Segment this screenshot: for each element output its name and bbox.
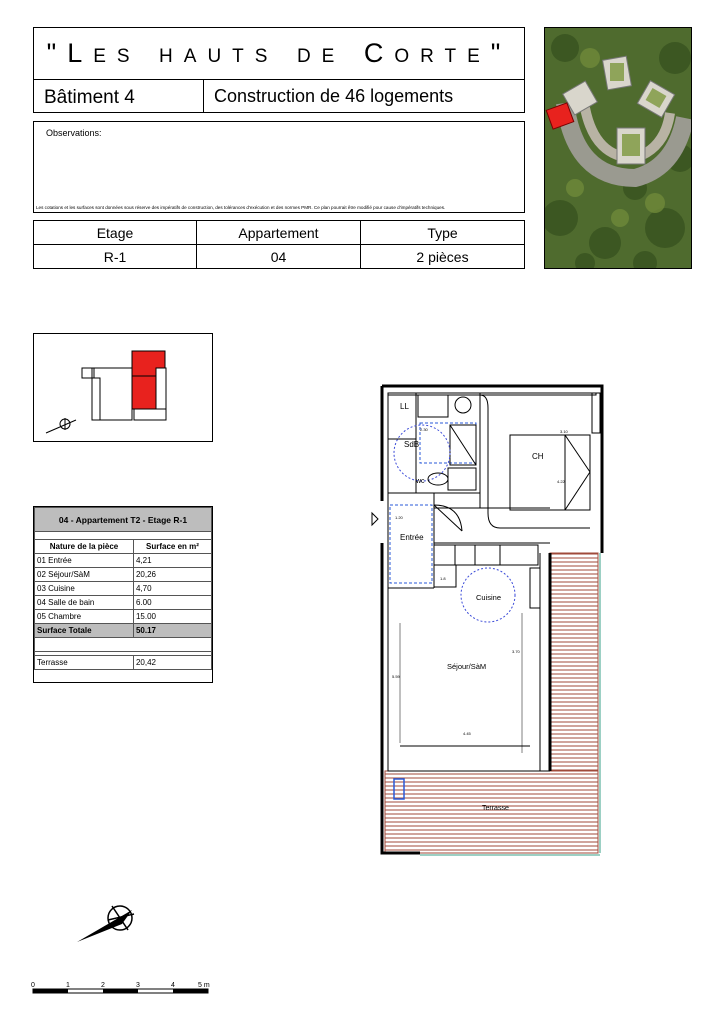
dim-sejour-height: 3.70 <box>512 649 520 654</box>
scale-tick: 5 m <box>198 982 210 989</box>
value-etage: R-1 <box>34 245 197 269</box>
dim-k: 1.8 <box>440 576 446 581</box>
label-ll: LL <box>400 402 409 411</box>
scale-tick: 2 <box>101 982 105 989</box>
kitchen-counter <box>434 545 538 565</box>
label-entree: Entrée <box>400 533 424 542</box>
dim-sdb-width: 2.30 <box>420 427 428 432</box>
label-cuisine: Cuisine <box>476 593 502 602</box>
floor-plan <box>360 383 610 858</box>
entry-arrow-icon <box>372 513 378 525</box>
project-description: Construction de 46 logements <box>214 86 454 106</box>
table-row: 01 Entrée 4,21 <box>35 554 212 568</box>
aerial-image <box>545 28 692 269</box>
dim-entree-width: 1.20 <box>395 515 403 520</box>
washbasin <box>418 395 448 417</box>
table-row: 05 Chambre 15.00 <box>35 610 212 624</box>
dim-ch-height: 4.22 <box>557 479 565 484</box>
value-type: 2 pièces <box>416 249 469 265</box>
key-plan <box>33 333 213 442</box>
disclaimer-text: Les cotations et les surfaces sont données sous réserve des impératifs de construction, des tolérances d'exécution et des normes PMR. Ce plan pourrait être modifié pour cause d'impératifs techniques. <box>36 205 446 210</box>
scale-tick: 3 <box>136 982 140 989</box>
total-row: Surface Totale 50.17 <box>35 624 212 638</box>
table-row: 03 Cuisine 4,70 <box>35 582 212 596</box>
col-room: Nature de la pièce <box>35 540 134 554</box>
label-ch: CH <box>532 452 544 461</box>
scale-tick: 1 <box>66 982 70 989</box>
terrace-bottom <box>385 771 598 853</box>
bed <box>510 435 590 510</box>
label-sdb: SdB <box>404 440 420 449</box>
toilet <box>428 473 448 485</box>
boiler-icon <box>455 397 471 413</box>
building-label: Bâtiment 4 <box>34 80 204 112</box>
scale-ticks <box>31 982 210 989</box>
terrace-row: Terrasse 20,42 <box>35 656 212 670</box>
dim-sejour-width: 4.45 <box>463 731 471 736</box>
col-area: Surface en m² <box>133 540 211 554</box>
surface-table <box>33 506 213 683</box>
value-appartement: 04 <box>197 245 361 269</box>
dim-side-height: 5.59 <box>392 674 400 679</box>
scale-tick: 4 <box>171 982 175 989</box>
table-row: 04 Salle de bain 6.00 <box>35 596 212 610</box>
label-wc: wc <box>416 478 425 485</box>
key-plan-drawing <box>34 334 214 443</box>
scale-tick: 0 <box>31 982 35 989</box>
header-type: Type <box>361 221 524 245</box>
project-title: "Les hauts de Corte" <box>33 27 525 80</box>
table-row: 02 Séjour/SàM 20,26 <box>35 568 212 582</box>
dim-ch-width: 3.10 <box>560 429 568 434</box>
aerial-site-view <box>544 27 692 269</box>
north-arrow-large-icon <box>72 900 147 950</box>
north-arrow-icon <box>46 418 76 433</box>
scale-bar-drawing <box>30 978 215 1003</box>
observations-label: Observations: <box>46 128 102 138</box>
apartment-info-table <box>33 220 525 269</box>
header-row <box>33 79 525 113</box>
floor-plan-drawing <box>360 383 610 858</box>
surface-table-title: 04 - Appartement T2 - Etage R-1 <box>35 508 212 532</box>
header-appartement: Appartement <box>197 221 361 245</box>
label-sejour: Séjour/SàM <box>447 662 487 671</box>
observations-box <box>33 121 525 213</box>
label-terrasse: Terrasse <box>482 805 509 812</box>
header-etage: Etage <box>34 221 197 245</box>
scale-bar <box>30 978 215 1003</box>
